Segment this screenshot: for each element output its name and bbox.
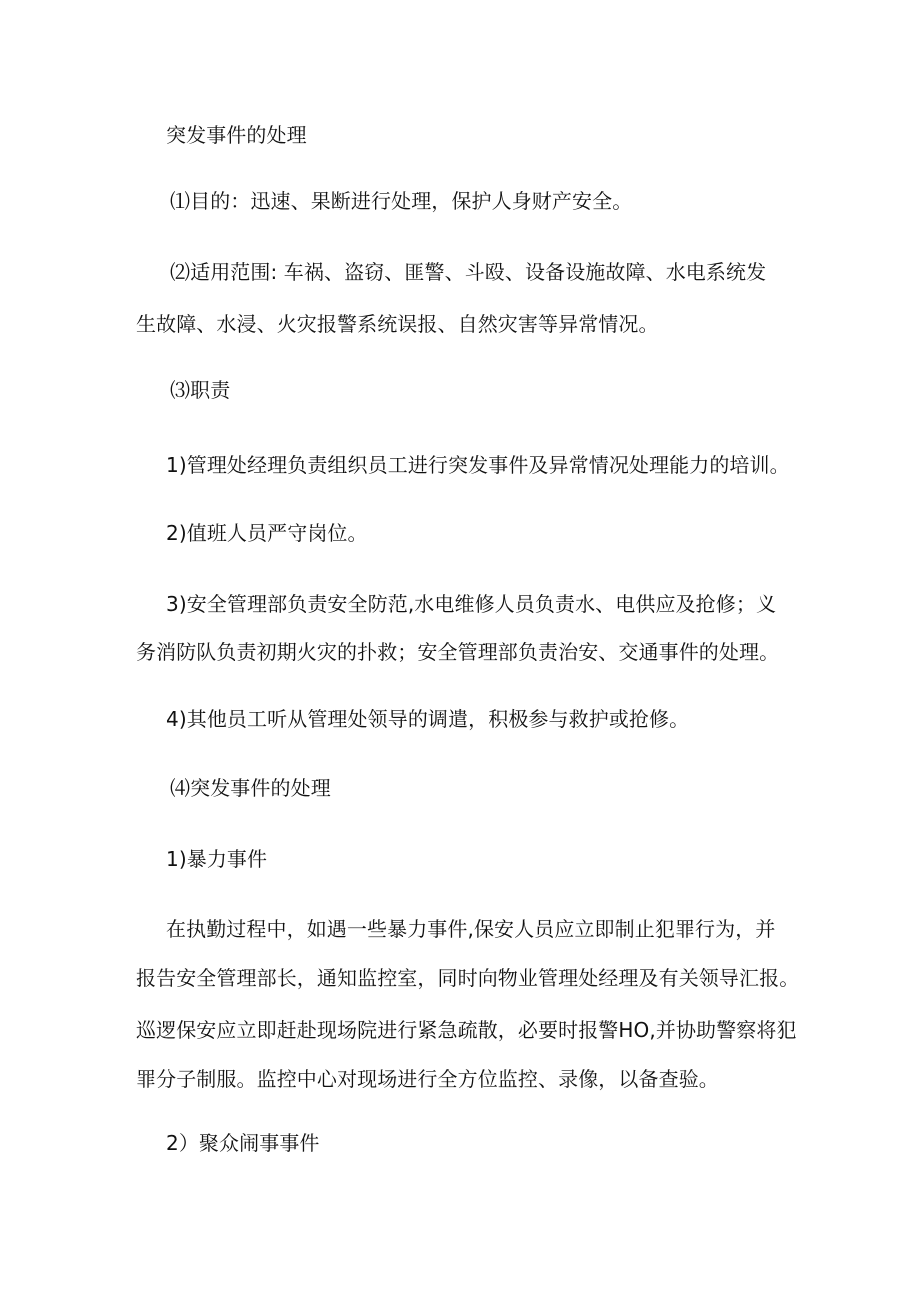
item-scope-line-1: ⑵适用范围: 车祸、盗窃、匪警、斗殴、设备设施故障、水电系统发 — [170, 260, 767, 284]
paragraph-violence-line-1: 在执勤过程中，如遇一些暴力事件,保安人员应立即制止犯罪行为，并 — [166, 917, 776, 941]
paragraph-violence-line-4: 罪分子制服。监控中心对现场进行全方位监控、录像，以备查验。 — [136, 1067, 719, 1091]
duty-1: 1)管理处经理负责组织员工进行突发事件及异常情况处理能力的培训。 — [166, 453, 790, 477]
paragraph-violence-line-3: 巡逻保安应立即赶赴现场院进行紧急疏散，必要时报警HO,并协助警察将犯 — [136, 1018, 797, 1042]
item-scope-line-2: 生故障、水浸、火灾报警系统误报、自然灾害等异常情况。 — [136, 312, 659, 336]
subsection-crowd-disturbance: 2）聚众闹事事件 — [166, 1131, 320, 1155]
duty-3-line-2: 务消防队负责初期火灾的扑救；安全管理部负责治安、交通事件的处理。 — [136, 640, 780, 664]
section-title: 突发事件的处理 — [166, 123, 307, 147]
subsection-violence: 1)暴力事件 — [166, 847, 268, 871]
duty-2: 2)值班人员严守岗位。 — [166, 521, 368, 545]
item-duties-heading: ⑶职责 — [170, 378, 231, 402]
duty-3-line-1: 3)安全管理部负责安全防范,水电维修人员负责水、电供应及抢修；义 — [166, 592, 777, 616]
duty-4: 4)其他员工听从管理处领导的调遣，积极参与救护或抢修。 — [166, 707, 690, 731]
paragraph-violence-line-2: 报告安全管理部长，通知监控室，同时向物业管理处经理及有关领导汇报。 — [136, 966, 800, 990]
item-purpose: ⑴目的：迅速、果断进行处理，保护人身财产安全。 — [170, 189, 633, 213]
item-handling-heading: ⑷突发事件的处理 — [170, 776, 331, 800]
